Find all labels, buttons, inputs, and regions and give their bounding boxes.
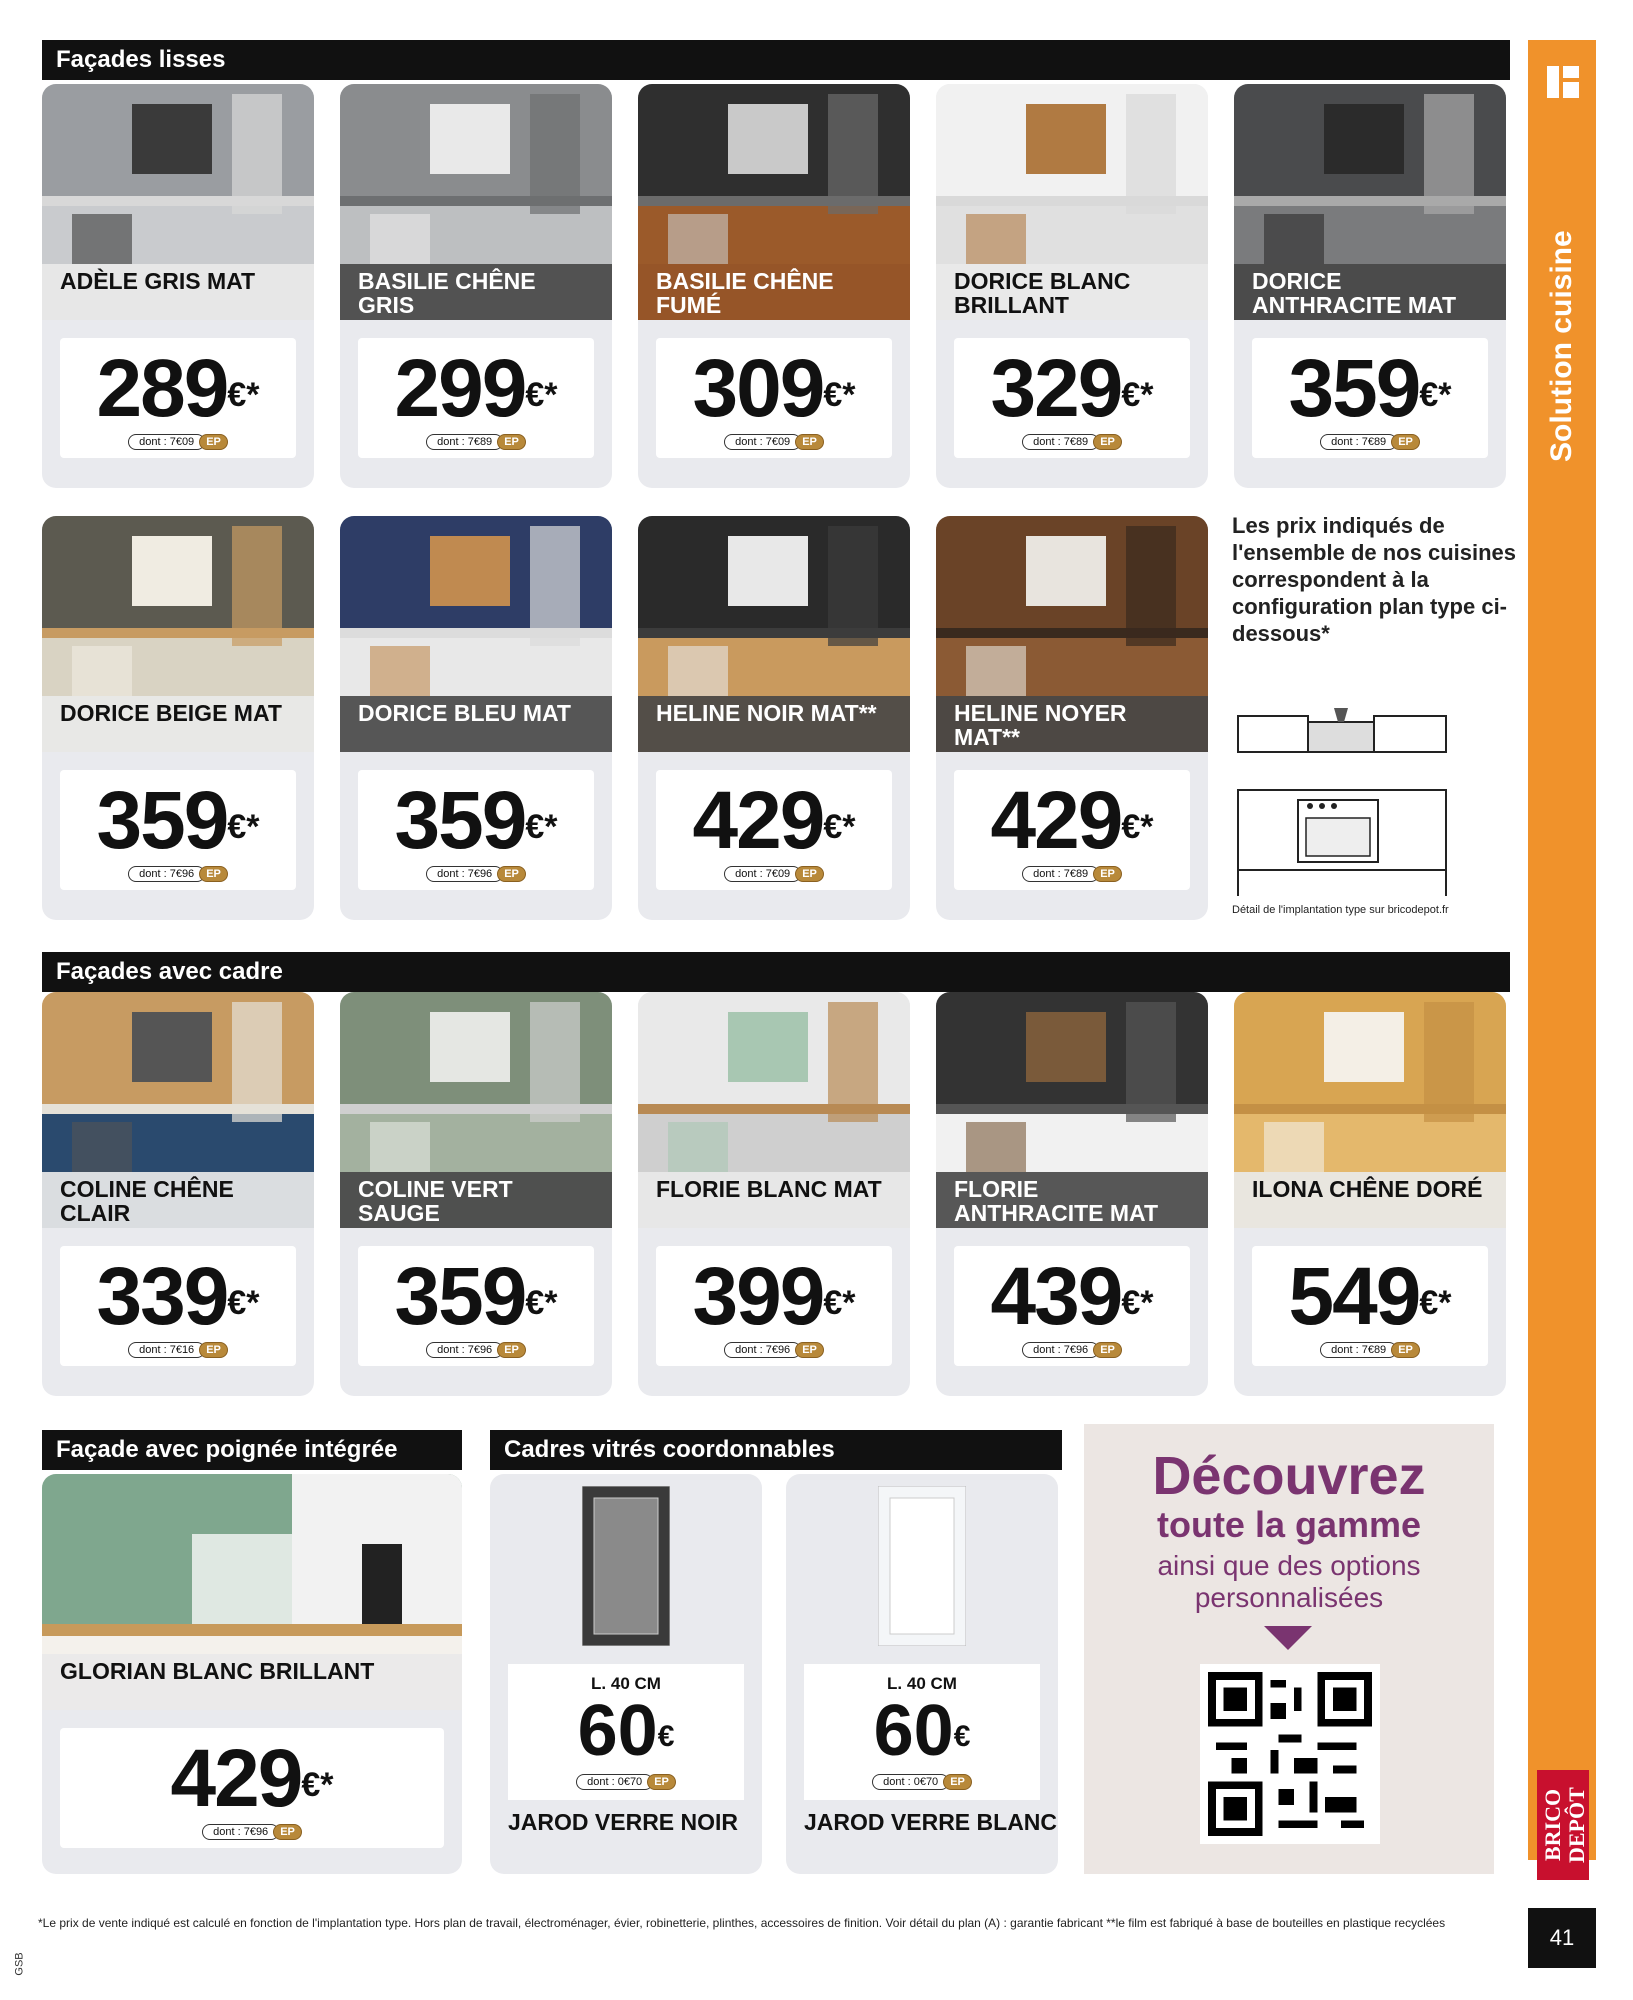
brico-depot-logo: BRICO DEPÔT <box>1537 1770 1589 1880</box>
price: 339€* <box>96 1251 260 1342</box>
eco-participation: dont : 7€96 EP <box>358 1342 594 1358</box>
section-facade-poignee: Façade avec poignée intégrée <box>42 1430 462 1470</box>
kitchen-card-lisses-6[interactable] <box>340 516 612 920</box>
eco-participation: dont : 7€09 EP <box>60 434 296 450</box>
eco-participation: dont : 0€70 EP <box>804 1774 1040 1790</box>
price: 329€* <box>990 343 1154 434</box>
arrow-down-icon <box>1264 1626 1312 1650</box>
frame-card-1[interactable] <box>786 1474 1058 1874</box>
price: 359€* <box>394 775 558 866</box>
price: 429€* <box>990 775 1154 866</box>
kitchen-name: BASILIE CHÊNE GRIS <box>340 264 612 320</box>
config-info-text: Les prix indiqués de l'ensemble de nos cuisines correspondent à la configuration plan type ci-dessous* <box>1232 513 1517 646</box>
eco-participation: dont : 0€70 EP <box>508 1774 744 1790</box>
eco-participation: dont : 7€96 EP <box>954 1342 1190 1358</box>
price: 359€* <box>96 775 260 866</box>
frame-name: JAROD VERRE NOIR <box>508 1809 739 1835</box>
kitchen-name: ADÈLE GRIS MAT <box>42 264 314 320</box>
kitchen-name: FLORIE BLANC MAT <box>638 1172 910 1228</box>
promo-title: Découvrez <box>1152 1446 1426 1506</box>
kitchen-name: DORICE BLEU MAT <box>340 696 612 752</box>
kitchen-card-cadre-1[interactable] <box>340 992 612 1396</box>
kitchen-name: DORICE BLANC BRILLANT <box>936 264 1208 320</box>
frame-card-0[interactable] <box>490 1474 762 1874</box>
eco-participation: dont : 7€96 EP <box>358 866 594 882</box>
kitchen-card-lisses-4[interactable] <box>1234 84 1506 488</box>
kitchen-name: COLINE VERT SAUGE <box>340 1172 612 1228</box>
eco-participation: dont : 7€89 EP <box>1252 434 1488 450</box>
kitchen-name: FLORIE ANTHRACITE MAT <box>936 1172 1208 1228</box>
price: 309€* <box>692 343 856 434</box>
kitchen-card-lisses-7[interactable] <box>638 516 910 920</box>
price: 399€* <box>692 1251 856 1342</box>
price-box <box>1252 338 1488 458</box>
kitchen-card-lisses-3[interactable] <box>936 84 1208 488</box>
price: 429€* <box>170 1733 334 1824</box>
eco-participation: dont : 7€89 EP <box>1252 1342 1488 1358</box>
promo-discover-range[interactable] <box>1084 1424 1494 1874</box>
kitchen-card-cadre-3[interactable] <box>936 992 1208 1396</box>
frame-size: L. 40 CM <box>887 1674 957 1693</box>
price-box <box>656 770 892 890</box>
frame-name: JAROD VERRE BLANC <box>804 1809 1058 1835</box>
eco-participation: dont : 7€89 EP <box>954 866 1190 882</box>
price-box <box>954 770 1190 890</box>
price-box <box>60 770 296 890</box>
kitchen-plan-diagram <box>1236 706 1450 896</box>
kitchen-name: COLINE CHÊNE CLAIR <box>42 1172 314 1228</box>
qr-code-icon[interactable] <box>1200 1664 1380 1844</box>
price-box <box>358 1246 594 1366</box>
price-box <box>508 1664 744 1800</box>
kitchen-card-lisses-2[interactable] <box>638 84 910 488</box>
kitchen-card-lisses-0[interactable] <box>42 84 314 488</box>
kitchen-name: DORICE ANTHRACITE MAT <box>1234 264 1506 320</box>
eco-participation: dont : 7€89 EP <box>358 434 594 450</box>
kitchen-name: BASILIE CHÊNE FUMÉ <box>638 264 910 320</box>
eco-participation: dont : 7€16 EP <box>60 1342 296 1358</box>
kitchen-card-lisses-5[interactable] <box>42 516 314 920</box>
kitchen-card-lisses-1[interactable] <box>340 84 612 488</box>
config-info-note: Détail de l'implantation type sur bricodepot.fr <box>1232 904 1449 916</box>
eco-participation: dont : 7€96 EP <box>60 866 296 882</box>
kitchen-card-lisses-8[interactable] <box>936 516 1208 920</box>
frame-size: L. 40 CM <box>591 1674 661 1693</box>
eco-participation: dont : 7€89 EP <box>954 434 1190 450</box>
price-box <box>954 338 1190 458</box>
price-box <box>60 338 296 458</box>
price-box <box>358 338 594 458</box>
side-title <box>1532 398 1592 462</box>
kitchen-card-glorian[interactable] <box>42 1474 462 1874</box>
price-box <box>954 1246 1190 1366</box>
solution-cuisine-logo-icon <box>1545 64 1581 100</box>
price: 429€* <box>692 775 856 866</box>
eco-participation: dont : 7€96 EP <box>656 1342 892 1358</box>
glass-frame-icon <box>582 1486 670 1646</box>
section-cadres-vitres: Cadres vitrés coordonnables <box>490 1430 1062 1470</box>
price-box <box>656 1246 892 1366</box>
glass-frame-icon <box>878 1486 966 1646</box>
price: 439€* <box>990 1251 1154 1342</box>
kitchen-name: HELINE NOYER MAT** <box>936 696 1208 752</box>
price-box <box>804 1664 1040 1800</box>
price: 359€* <box>394 1251 558 1342</box>
kitchen-name: ILONA CHÊNE DORÉ <box>1234 1172 1506 1228</box>
kitchen-name: DORICE BEIGE MAT <box>42 696 314 752</box>
eco-participation: dont : 7€96 EP <box>60 1824 444 1840</box>
kitchen-card-cadre-4[interactable] <box>1234 992 1506 1396</box>
price-box <box>60 1246 296 1366</box>
promo-text: ainsi que des options personnalisées <box>1157 1550 1421 1613</box>
price: 60€ <box>873 1691 971 1771</box>
kitchen-name: HELINE NOIR MAT** <box>638 696 910 752</box>
catalog-code: GSB <box>13 1952 26 1976</box>
section-facades-cadre: Façades avec cadre <box>42 952 1510 992</box>
footnote: *Le prix de vente indiqué est calculé en fonction de l'implantation type. Hors plan de travail, électroménager, évier, robinetterie, plinthes, accessoires de finition. Voir détail du plan (A) : garantie fabricant **le film est fabriqué à base de bouteilles en plastique recyclées <box>38 1916 1446 1930</box>
price: 289€* <box>96 343 260 434</box>
eco-participation: dont : 7€09 EP <box>656 866 892 882</box>
page-number: 41 <box>1528 1908 1596 1968</box>
price-box <box>656 338 892 458</box>
price: 359€* <box>1288 343 1452 434</box>
price: 299€* <box>394 343 558 434</box>
price: 60€ <box>577 1691 675 1771</box>
price-box <box>358 770 594 890</box>
kitchen-name: GLORIAN BLANC BRILLANT <box>42 1654 462 1710</box>
price-box <box>60 1728 444 1848</box>
price-box <box>1252 1246 1488 1366</box>
section-facades-lisses: Façades lisses <box>42 40 1510 80</box>
kitchen-card-cadre-2[interactable] <box>638 992 910 1396</box>
kitchen-card-cadre-0[interactable] <box>42 992 314 1396</box>
price: 549€* <box>1288 1251 1452 1342</box>
eco-participation: dont : 7€09 EP <box>656 434 892 450</box>
promo-subtitle: toute la gamme <box>1156 1504 1422 1545</box>
